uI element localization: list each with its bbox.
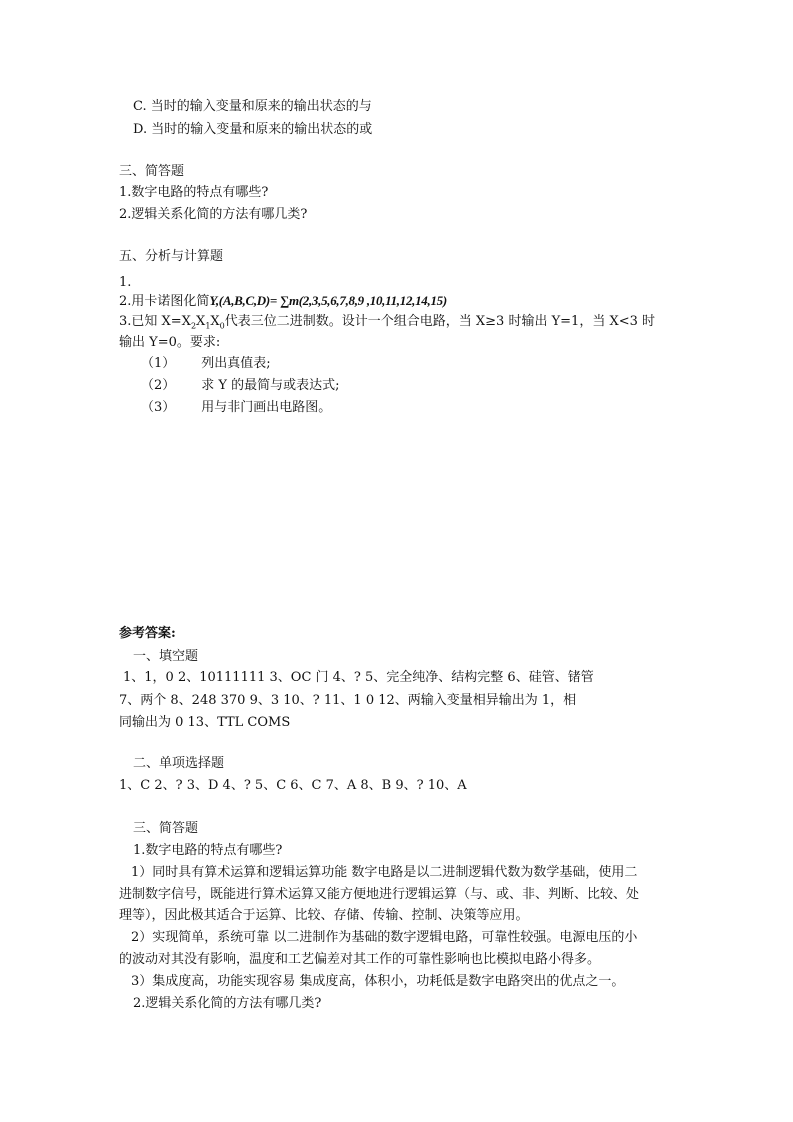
answers-fill-line3: 同输出为 0 13、TTL COMS — [119, 715, 291, 730]
option-c: C. 当时的输入变量和原来的输出状态的与 — [133, 99, 372, 114]
answers-p1-line1: 1）同时具有算术运算和逻辑运算功能 数字电路是以二进制逻辑代数为数学基础，使用二 — [131, 865, 638, 880]
answers-fill-line2: 7、两个 8、248 370 9、3 10、? 11、1 0 12、两输入变量相异输出为 1，相 — [119, 693, 577, 708]
section5-q1: 1. — [119, 275, 132, 290]
answers-p2-line2: 的波动对其没有影响，温度和工艺偏差对其工作的可靠性影响也比模拟电路小得多。 — [119, 952, 601, 967]
section5-q3-line1: 3.已知 $X=X_2X_1X_0$代表三位二进制数。设计一个组合电路，当 X≥3 时输出 Y=1，当 X<3 时 — [119, 314, 656, 331]
answers-p1-line3: 理等），因此极其适合于运算、比较、存储、传输、控制、决策等应用。 — [119, 908, 529, 923]
answers-short-q2: 2.逻辑关系化简的方法有哪几类? — [133, 996, 322, 1011]
section5-heading: 五、分析与计算题 — [119, 249, 224, 264]
option-d: D. 当时的输入变量和原来的输出状态的或 — [133, 122, 373, 137]
section5-q3-line2: 输出 Y=0。要求: — [119, 335, 221, 350]
answers-fill-heading: 一、填空题 — [133, 649, 199, 664]
answers-p3-line1: 3）集成度高，功能实现容易 集成度高，体积小，功耗低是数字电路突出的优点之一。 — [131, 974, 625, 989]
answers-p2-line1: 2）实现简单，系统可靠 以二进制作为基础的数字逻辑电路，可靠性较强。电源电压的小 — [131, 930, 638, 945]
answers-title: 参考答案: — [119, 626, 176, 641]
requirement-2: （2） 求 Y 的最简与或表达式; — [141, 378, 340, 393]
answers-choice-heading: 二、单项选择题 — [133, 756, 225, 771]
section5-q2-prefix: 2.用卡诺图化简 — [119, 294, 210, 309]
section3-q2: 2.逻辑关系化简的方法有哪几类? — [119, 207, 308, 222]
requirement-3: （3） 用与非门画出电路图。 — [141, 400, 332, 415]
answers-fill-line1: 1、1，0 2、10111111 3、OC 门 4、? 5、完全纯净、结构完整 6、硅管、锗管 — [123, 670, 594, 685]
answers-short-q1: 1.数字电路的特点有哪些? — [133, 843, 283, 858]
answers-short-heading: 三、简答题 — [133, 821, 199, 836]
section3-q1: 1.数字电路的特点有哪些? — [119, 185, 269, 200]
answers-p1-line2: 进制数字信号，既能进行算术运算又能方便地进行逻辑运算（与、或、非、判断、比较、处 — [119, 887, 640, 902]
requirement-1: （1） 列出真值表; — [141, 356, 271, 371]
section3-heading: 三、简答题 — [119, 164, 185, 179]
answers-choice-line1: 1、C 2、? 3、D 4、? 5、C 6、C 7、A 8、B 9、? 10、A — [119, 778, 467, 793]
section5-q2 — [119, 292, 447, 311]
karnaugh-formula: Y,(A,B,C,D)= ∑m(2,3,5,6,7,8,9 ,10,11,12,14,15) — [209, 293, 447, 308]
